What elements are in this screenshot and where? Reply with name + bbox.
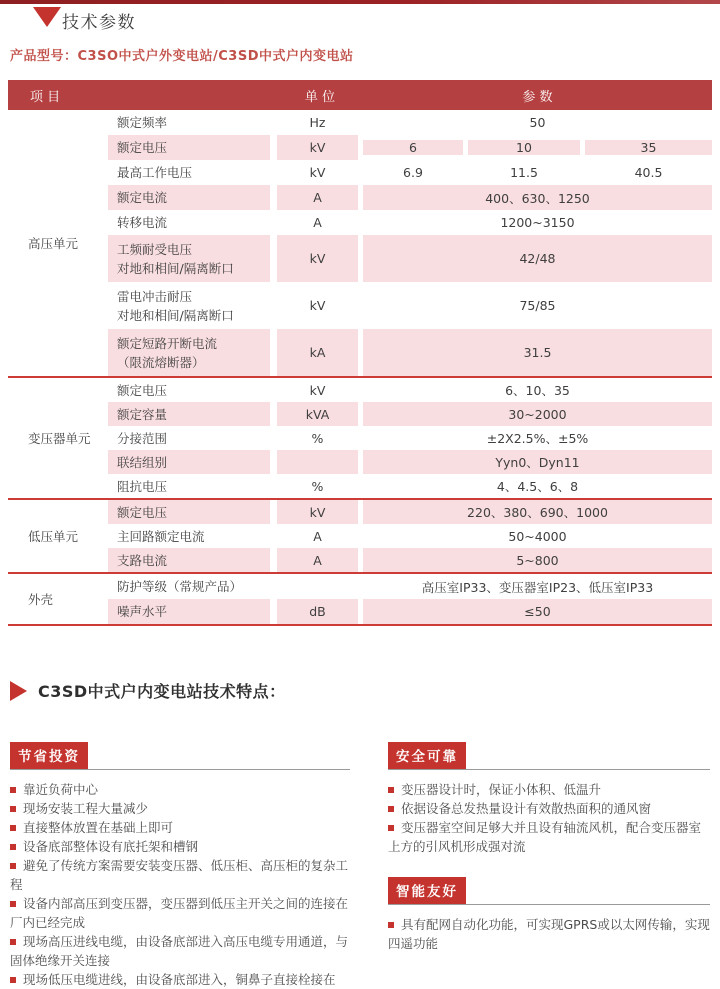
table-row (108, 426, 712, 450)
feature-bullet: 避免了传统方案需要安装变压器、低压柜、高压柜的复杂工程 (10, 858, 349, 892)
row-value: 75/85 (519, 298, 556, 313)
feature-bullet: 现场安装工程大量减少 (10, 799, 350, 818)
row-unit: A (313, 215, 322, 230)
col-header-unit: 单 位 (304, 89, 336, 105)
row-value: 50 (529, 115, 546, 130)
table-row (108, 450, 712, 474)
bullet-square-icon (10, 939, 16, 945)
row-label: 噪声水平 (117, 604, 168, 619)
row-label: 额定频率 (117, 115, 168, 130)
table-row (108, 110, 712, 135)
row-label: 阻抗电压 (117, 478, 168, 494)
row-unit: A (277, 185, 358, 210)
row-value-6kv: 6.9 (403, 165, 423, 180)
row-value: 高压室IP33、变压器室IP23、低压室IP33 (421, 579, 654, 595)
row-label: 主回路额定电流 (117, 528, 205, 544)
row-value: 6、10、35 (505, 383, 570, 398)
row-label-line1: 额定短路开断电流 (117, 335, 218, 351)
row-label: 额定电压 (117, 504, 168, 520)
feature-bullet: 具有配网自动化功能，可实现GPRS或以太网传输，实现四遥功能 (388, 917, 710, 951)
group-label-enclosure: 外壳 (8, 574, 108, 624)
table-section-lv (8, 500, 712, 572)
table-row (108, 402, 712, 426)
row-value: ±2X2.5%、±5% (486, 431, 589, 446)
table-row (108, 282, 712, 329)
row-unit: dB (277, 599, 358, 624)
row-value-10kv: 11.5 (510, 165, 538, 180)
badge-safety: 安全可靠 (388, 742, 466, 769)
row-label: 额定电压 (117, 140, 168, 155)
row-value: 1200~3150 (500, 215, 575, 230)
row-value: 4、4.5、6、8 (496, 479, 579, 494)
table-section-transformer (8, 378, 712, 498)
row-label-line1: 工频耐受电压 (117, 241, 193, 257)
row-value-10kv: 10 (468, 140, 580, 155)
row-value: 50~4000 (508, 528, 567, 544)
table-row (108, 329, 712, 376)
row-label-line1: 雷电冲击耐压 (117, 288, 193, 304)
feature-bullet: 设备内部高压到变压器，变压器到低压主开关之间的连接在厂内已经完成 (10, 896, 349, 930)
row-label: 联结组别 (117, 454, 168, 470)
row-unit: kA (277, 329, 358, 376)
table-row (108, 235, 712, 282)
table-row (108, 574, 712, 599)
table-row (108, 135, 712, 160)
col-header-param: 参 数 (522, 89, 553, 105)
features-column-left (10, 742, 350, 989)
row-label: 转移电流 (117, 215, 168, 230)
row-unit: % (311, 430, 324, 446)
col-header-item: 项 目 (30, 89, 61, 105)
row-value: Yyn0、Dyn11 (363, 450, 712, 474)
row-label-line2: （限流熔断器） (117, 354, 205, 370)
bullet-square-icon (388, 806, 394, 812)
row-label: 防护等级（常规产品） (117, 579, 243, 594)
row-unit: kV (309, 382, 326, 398)
row-label-line2: 对地和相间/隔离断口 (117, 307, 234, 323)
table-bottom-border (8, 624, 712, 626)
row-unit (277, 574, 358, 599)
bullet-square-icon (10, 863, 16, 869)
table-row (108, 185, 712, 210)
table-section-hv (8, 110, 712, 376)
table-row (108, 599, 712, 624)
table-section-enclosure (8, 574, 712, 624)
bullet-square-icon (388, 787, 394, 793)
row-value-6kv: 6 (363, 140, 463, 155)
group-label-transformer: 变压器单元 (8, 378, 108, 498)
features-heading-text: C3SD中式户内变电站技术特点： (38, 682, 286, 701)
feature-bullet: 变压器设计时，保证小体积、低温升 (388, 780, 710, 799)
bullet-square-icon (10, 787, 16, 793)
arrow-right-icon (10, 681, 27, 701)
row-unit: A (277, 548, 358, 572)
bullet-square-icon (388, 922, 394, 928)
bullet-square-icon (10, 844, 16, 850)
group-label-hv: 高压单元 (8, 110, 108, 376)
row-value-35kv: 40.5 (634, 165, 663, 180)
row-value: 220、380、690、1000 (363, 500, 712, 524)
table-row (108, 210, 712, 235)
row-value-35kv: 35 (585, 140, 712, 155)
features-heading (10, 679, 286, 702)
row-value: 31.5 (363, 329, 712, 376)
row-value: 400、630、1250 (363, 185, 712, 210)
row-label: 最高工作电压 (117, 165, 193, 180)
row-label: 额定电流 (117, 190, 168, 205)
row-unit: kV (277, 235, 358, 282)
row-value: 42/48 (363, 235, 712, 282)
group-label-lv: 低压单元 (8, 500, 108, 572)
row-value: 5~800 (363, 548, 712, 572)
row-unit: kV (309, 165, 326, 180)
badge-smart: 智能友好 (388, 877, 466, 904)
row-label: 支路电流 (117, 552, 168, 568)
row-value: 30~2000 (363, 402, 712, 426)
feature-bullet: 设备底部整体设有底托架和槽钢 (10, 837, 350, 856)
badge-save-investment: 节省投资 (10, 742, 88, 769)
table-header-row (8, 80, 712, 110)
row-unit: % (311, 478, 324, 494)
table-row (108, 160, 712, 185)
feature-bullet: 靠近负荷中心 (10, 780, 350, 799)
section-triangle-icon (33, 7, 61, 27)
feature-bullet: 现场低压电缆进线，由设备底部进入，铜鼻子直接栓接在 (10, 970, 350, 989)
bullet-square-icon (10, 825, 16, 831)
table-row (108, 500, 712, 524)
table-row (108, 548, 712, 572)
spec-table (8, 80, 712, 626)
row-label: 额定电压 (117, 382, 168, 398)
row-unit: Hz (309, 115, 326, 130)
row-unit (277, 450, 358, 474)
table-row (108, 524, 712, 548)
bullet-square-icon (388, 825, 394, 831)
feature-bullet: 现场高压进线电缆，由设备底部进入高压电缆专用通道，与固体绝缘开关连接 (10, 934, 349, 968)
table-row (108, 378, 712, 402)
table-row (108, 474, 712, 498)
safety-list (388, 780, 710, 856)
product-model-text: 产品型号：C3SO中式户外变电站/C3SD中式户内变电站 (10, 49, 354, 64)
bullet-square-icon (10, 901, 16, 907)
feature-bullet: 直接整体放置在基础上即可 (10, 818, 350, 837)
row-label: 额定容量 (117, 406, 168, 422)
row-value: ≤50 (363, 599, 712, 624)
row-unit: kV (277, 500, 358, 524)
save-investment-list (10, 780, 350, 989)
smart-list (388, 915, 710, 953)
bullet-square-icon (10, 806, 16, 812)
row-unit: kV (309, 298, 326, 313)
feature-bullet: 变压器室空间足够大并且设有轴流风机，配合变压器室上方的引风机形成强对流 (388, 820, 702, 854)
row-unit: kV (277, 135, 358, 160)
feature-bullet: 依据设备总发热量设计有效散热面积的通风窗 (388, 799, 710, 818)
row-label: 分接范围 (117, 430, 168, 446)
features-column-right (388, 742, 710, 953)
page-title: 技术参数 (62, 13, 136, 33)
row-label-line2: 对地和相间/隔离断口 (117, 260, 234, 276)
bullet-square-icon (10, 977, 16, 983)
row-unit: A (313, 528, 322, 544)
top-border-line (0, 0, 720, 4)
row-unit: kVA (277, 402, 358, 426)
